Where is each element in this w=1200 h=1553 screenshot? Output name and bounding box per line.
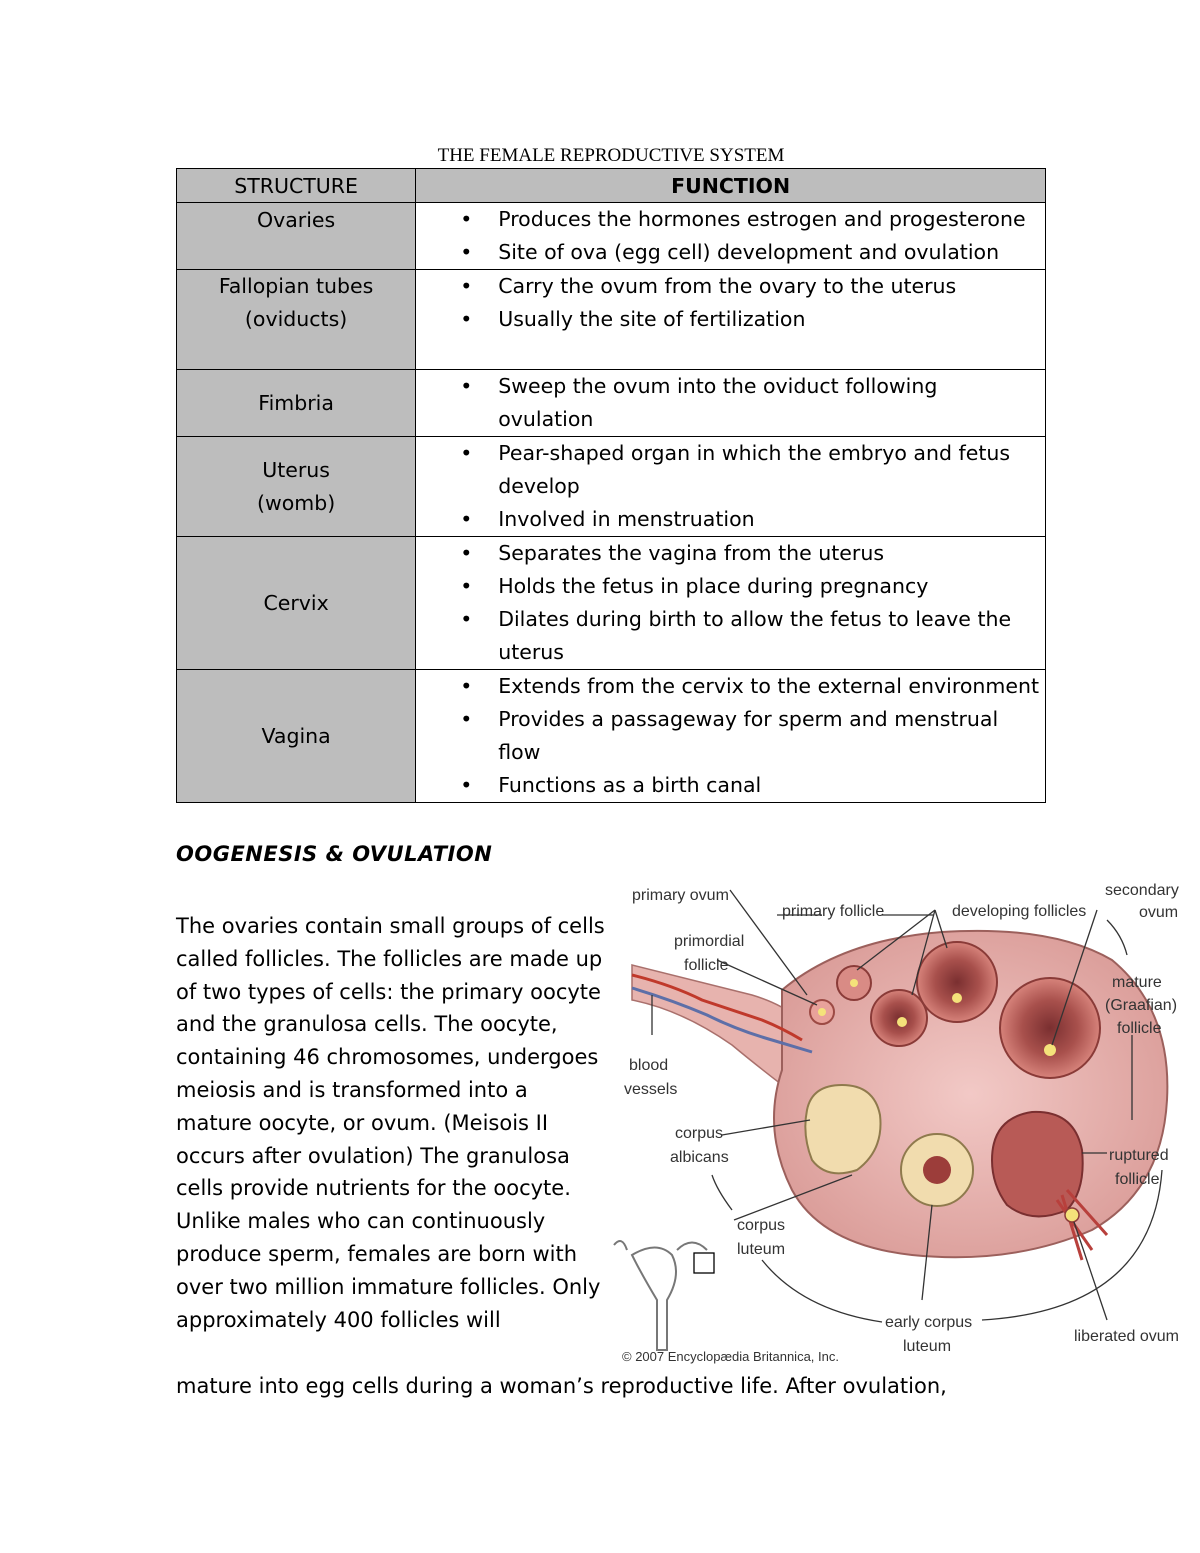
structure-cell: Vagina (177, 670, 416, 803)
table-row (177, 203, 1046, 270)
table-row (177, 537, 1046, 670)
ovary-diagram (612, 870, 1192, 1370)
label-ruptured-follicle: follicle (1115, 1171, 1160, 1188)
paragraph: Unlike males who can continuously produce sperm, females are born with over two million immature follicles. Only approximately 400 follicles will (176, 1209, 601, 1332)
table-header-row (177, 169, 1046, 203)
function-cell (416, 370, 1046, 437)
function-cell (416, 270, 1046, 370)
structure-header: STRUCTURE (177, 169, 416, 203)
mature-follicle-ovum (1044, 1044, 1056, 1056)
function-cell (416, 537, 1046, 670)
structure-cell: Ovaries (177, 203, 416, 270)
label-primordial-follicle: follicle (684, 957, 729, 974)
label-corpus-albicans: albicans (670, 1149, 729, 1166)
table-row (177, 270, 1046, 370)
label-ruptured-follicle: ruptured (1109, 1147, 1169, 1164)
table-row (177, 437, 1046, 537)
structure-cell: Fimbria (177, 370, 416, 437)
function-item: • Usually the site of fertilization (416, 303, 1045, 336)
paragraph: The ovaries contain small groups of cells called follicles. The follicles are made up of two types of cells: the primary oocyte and the granulosa cells. The oocyte, containing 46 chromosomes, undergoes meiosis and is transformed into a mature oocyte, or ovum. (Meisois II occurs after ovulation) The granulosa cells provide nutrients for the oocyte. (176, 914, 605, 1201)
reproductive-structures-table (176, 168, 1046, 803)
section-body (176, 910, 606, 1336)
ruptured-follicle (992, 1112, 1083, 1217)
developing-follicle (917, 942, 997, 1022)
function-item: • Sweep the ovum into the oviduct following ovulation (416, 370, 1045, 436)
function-item: • Extends from the cervix to the external environment (416, 670, 1045, 703)
arrow (1107, 920, 1127, 955)
label-mature-follicle: (Graafian) (1105, 997, 1178, 1014)
corpus-luteum-center (923, 1156, 951, 1184)
function-item: • Separates the vagina from the uterus (416, 537, 1045, 570)
label-corpus-albicans: corpus (675, 1125, 724, 1142)
function-header: FUNCTION (416, 169, 1046, 203)
function-cell (416, 203, 1046, 270)
leader-line (1074, 1222, 1107, 1320)
label-primary-ovum: primary ovum (632, 887, 729, 904)
table-row (177, 370, 1046, 437)
liberated-ovum (1065, 1208, 1079, 1222)
label-blood-vessels: vessels (624, 1081, 678, 1098)
label-blood-vessels: blood (629, 1057, 669, 1074)
function-cell (416, 670, 1046, 803)
structure-cell: Cervix (177, 537, 416, 670)
paragraph-continuation: mature into egg cells during a woman’s reproductive life. After ovulation, (176, 1374, 947, 1398)
primary-ovum (818, 1008, 826, 1016)
label-developing-follicles: developing follicles (952, 903, 1087, 920)
arrow (762, 1260, 882, 1322)
label-early-corpus-luteum: early corpus (885, 1314, 973, 1331)
developing-follicle-ovum (952, 993, 962, 1003)
uterus-inset-icon (614, 1241, 714, 1350)
label-primary-follicle: primary follicle (782, 903, 885, 920)
label-corpus-luteum: corpus (737, 1217, 786, 1234)
section-heading: OOGENESIS & OVULATION (176, 842, 493, 866)
function-item: • Involved in menstruation (416, 503, 1045, 536)
label-corpus-luteum: luteum (737, 1241, 786, 1258)
function-item: • Carry the ovum from the ovary to the uterus (416, 270, 1045, 303)
function-item: • Provides a passageway for sperm and menstrual flow (416, 703, 1045, 769)
copyright-notice: © 2007 Encyclopædia Britannica, Inc. (622, 1349, 839, 1364)
arrow (712, 1175, 732, 1210)
structure-cell: Fallopian tubes (oviducts) (177, 270, 416, 370)
function-cell (416, 437, 1046, 537)
function-item: • Holds the fetus in place during pregnancy (416, 570, 1045, 603)
function-item: • Site of ova (egg cell) development and ovulation (416, 236, 1045, 269)
function-item: • Dilates during birth to allow the fetus to leave the uterus (416, 603, 1045, 669)
label-primordial-follicle: primordial (674, 933, 745, 950)
label-secondary-ovum: secondary (1105, 882, 1179, 899)
function-item: • Functions as a birth canal (416, 769, 1045, 802)
label-early-corpus-luteum: luteum (903, 1338, 952, 1355)
label-secondary-ovum: ovum (1139, 904, 1179, 921)
table-row (177, 670, 1046, 803)
page-title: THE FEMALE REPRODUCTIVE SYSTEM (437, 145, 785, 166)
developing-follicle-ovum (850, 979, 858, 987)
label-mature-follicle: follicle (1117, 1020, 1162, 1037)
developing-follicle-ovum (897, 1017, 907, 1027)
label-liberated-ovum: liberated ovum (1074, 1328, 1179, 1345)
label-mature-follicle: mature (1112, 974, 1162, 991)
mature-follicle (1000, 978, 1100, 1078)
function-item: • Pear-shaped organ in which the embryo and fetus develop (416, 437, 1045, 503)
structure-cell: Uterus (womb) (177, 437, 416, 537)
function-item: • Produces the hormones estrogen and progesterone (416, 203, 1045, 236)
